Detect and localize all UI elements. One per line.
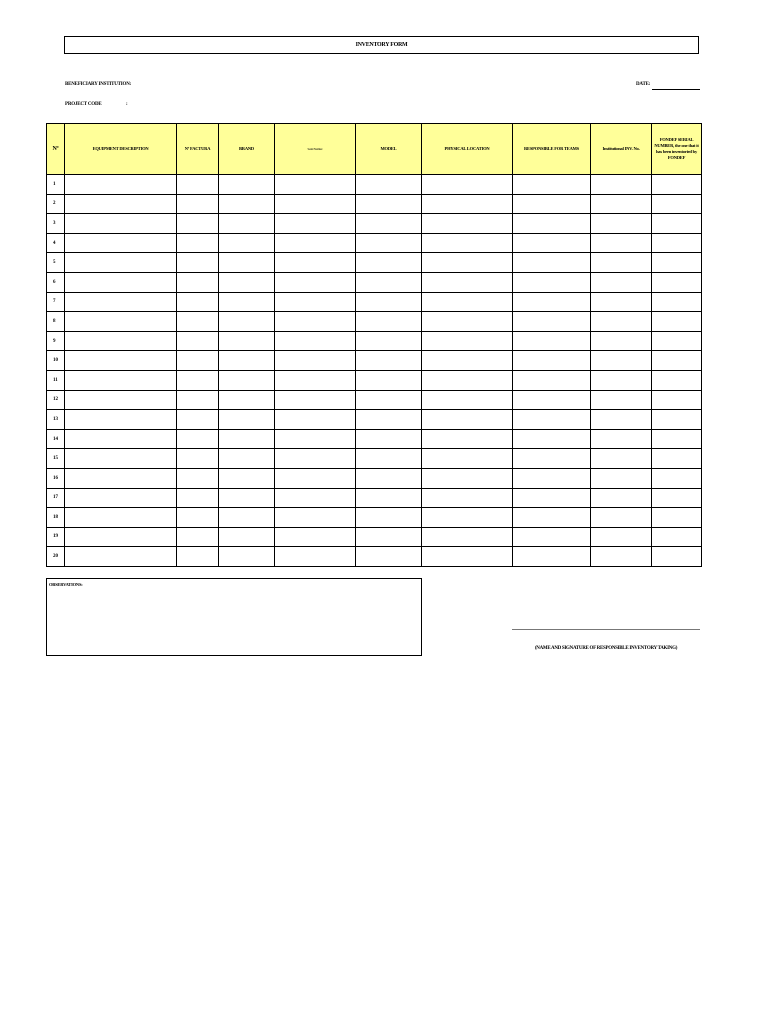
table-cell[interactable] xyxy=(513,351,591,371)
table-cell[interactable] xyxy=(219,312,275,332)
table-cell[interactable] xyxy=(422,272,513,292)
table-cell[interactable] xyxy=(422,449,513,469)
table-cell[interactable] xyxy=(219,547,275,567)
table-cell[interactable] xyxy=(275,312,356,332)
table-row xyxy=(47,410,702,430)
table-cell[interactable] xyxy=(591,175,652,195)
table-cell[interactable] xyxy=(591,312,652,332)
table-cell[interactable] xyxy=(275,292,356,312)
table-cell[interactable] xyxy=(219,429,275,449)
table-cell[interactable] xyxy=(356,390,422,410)
table-cell[interactable] xyxy=(652,508,702,528)
form-title xyxy=(64,36,699,54)
table-cell[interactable] xyxy=(219,214,275,234)
table-cell[interactable] xyxy=(652,527,702,547)
table-cell[interactable] xyxy=(275,351,356,371)
table-row xyxy=(47,527,702,547)
table-cell[interactable] xyxy=(275,272,356,292)
table-cell[interactable] xyxy=(422,292,513,312)
table-cell[interactable] xyxy=(219,468,275,488)
table-cell[interactable] xyxy=(356,488,422,508)
row-number: 17 xyxy=(47,488,65,508)
table-cell[interactable] xyxy=(356,272,422,292)
table-cell[interactable] xyxy=(65,410,177,430)
row-number: 3 xyxy=(47,214,65,234)
table-cell[interactable] xyxy=(652,410,702,430)
table-cell[interactable] xyxy=(65,508,177,528)
beneficiary-institution-label: BENEFICIARY INSTITUTION: xyxy=(65,82,132,87)
table-row xyxy=(47,370,702,390)
table-cell[interactable] xyxy=(356,331,422,351)
table-cell[interactable] xyxy=(65,194,177,214)
table-cell[interactable] xyxy=(591,233,652,253)
table-cell[interactable] xyxy=(65,449,177,469)
table-cell[interactable] xyxy=(275,410,356,430)
table-cell[interactable] xyxy=(591,547,652,567)
project-code-label: PROJECT CODE xyxy=(65,102,102,107)
row-number: 9 xyxy=(47,331,65,351)
observations-box[interactable] xyxy=(46,578,422,656)
col-header-fondef-serial-number: FONDEF SERIAL NUMBER, the one that it has been inventoried by FONDEF xyxy=(652,124,702,175)
table-cell[interactable] xyxy=(177,527,219,547)
table-cell[interactable] xyxy=(652,233,702,253)
table-cell[interactable] xyxy=(275,214,356,234)
table-cell[interactable] xyxy=(652,292,702,312)
table-row xyxy=(47,331,702,351)
table-row xyxy=(47,253,702,273)
col-header-factura: Nº FACTURA xyxy=(177,124,219,175)
row-number: 13 xyxy=(47,410,65,430)
table-cell[interactable] xyxy=(177,272,219,292)
table-cell[interactable] xyxy=(422,194,513,214)
table-cell[interactable] xyxy=(275,370,356,390)
table-cell[interactable] xyxy=(356,292,422,312)
table-cell[interactable] xyxy=(422,233,513,253)
table-cell[interactable] xyxy=(652,331,702,351)
table-cell[interactable] xyxy=(591,272,652,292)
table-cell[interactable] xyxy=(513,272,591,292)
table-cell[interactable] xyxy=(591,253,652,273)
row-number: 7 xyxy=(47,292,65,312)
table-row xyxy=(47,312,702,332)
row-number: 19 xyxy=(47,527,65,547)
table-row xyxy=(47,508,702,528)
table-cell[interactable] xyxy=(513,488,591,508)
table-cell[interactable] xyxy=(275,331,356,351)
table-cell[interactable] xyxy=(65,214,177,234)
table-row xyxy=(47,429,702,449)
row-number: 1 xyxy=(47,175,65,195)
table-row xyxy=(47,390,702,410)
table-cell[interactable] xyxy=(513,233,591,253)
table-row xyxy=(47,449,702,469)
table-cell[interactable] xyxy=(513,410,591,430)
table-cell[interactable] xyxy=(513,390,591,410)
table-cell[interactable] xyxy=(652,272,702,292)
table-cell[interactable] xyxy=(652,468,702,488)
table-cell[interactable] xyxy=(513,508,591,528)
project-code-colon: : xyxy=(126,102,128,107)
table-cell[interactable] xyxy=(219,488,275,508)
signature-line xyxy=(512,629,700,630)
table-cell[interactable] xyxy=(65,331,177,351)
table-cell[interactable] xyxy=(513,292,591,312)
table-cell[interactable] xyxy=(513,468,591,488)
table-cell[interactable] xyxy=(219,351,275,371)
table-cell[interactable] xyxy=(65,527,177,547)
table-cell[interactable] xyxy=(65,312,177,332)
table-cell[interactable] xyxy=(177,508,219,528)
table-cell[interactable] xyxy=(275,390,356,410)
table-cell[interactable] xyxy=(65,175,177,195)
table-cell[interactable] xyxy=(422,214,513,234)
table-cell[interactable] xyxy=(65,351,177,371)
table-cell[interactable] xyxy=(513,175,591,195)
row-number: 8 xyxy=(47,312,65,332)
table-cell[interactable] xyxy=(177,233,219,253)
table-cell[interactable] xyxy=(652,194,702,214)
table-cell[interactable] xyxy=(275,194,356,214)
date-label: DATE: xyxy=(636,82,651,87)
table-cell[interactable] xyxy=(422,312,513,332)
table-cell[interactable] xyxy=(422,331,513,351)
table-cell[interactable] xyxy=(422,410,513,430)
col-header-physical-location: PHYSICAL LOCATION xyxy=(422,124,513,175)
table-cell[interactable] xyxy=(513,253,591,273)
table-cell[interactable] xyxy=(652,351,702,371)
col-header-responsible-for-teams: RESPONSIBLE FOR TEAMS xyxy=(513,124,591,175)
table-cell[interactable] xyxy=(65,233,177,253)
table-cell[interactable] xyxy=(591,390,652,410)
table-cell[interactable] xyxy=(356,527,422,547)
table-cell[interactable] xyxy=(275,508,356,528)
table-cell[interactable] xyxy=(65,547,177,567)
table-cell[interactable] xyxy=(219,449,275,469)
table-cell[interactable] xyxy=(177,312,219,332)
table-cell[interactable] xyxy=(513,370,591,390)
table-cell[interactable] xyxy=(275,468,356,488)
col-header-equipment-description: EQUIPMENT DESCRIPTION xyxy=(65,124,177,175)
table-cell[interactable] xyxy=(652,488,702,508)
table-cell[interactable] xyxy=(422,429,513,449)
table-cell[interactable] xyxy=(422,527,513,547)
row-number: 4 xyxy=(47,233,65,253)
table-cell[interactable] xyxy=(652,429,702,449)
table-row xyxy=(47,233,702,253)
table-cell[interactable] xyxy=(591,488,652,508)
col-header-brand: BRAND xyxy=(219,124,275,175)
table-cell[interactable] xyxy=(177,449,219,469)
table-cell[interactable] xyxy=(177,429,219,449)
table-cell[interactable] xyxy=(65,370,177,390)
table-cell[interactable] xyxy=(422,175,513,195)
table-cell[interactable] xyxy=(591,410,652,430)
table-cell[interactable] xyxy=(591,449,652,469)
table-cell[interactable] xyxy=(513,214,591,234)
table-cell[interactable] xyxy=(422,488,513,508)
table-cell[interactable] xyxy=(513,547,591,567)
table-cell[interactable] xyxy=(65,253,177,273)
table-row xyxy=(47,547,702,567)
table-cell[interactable] xyxy=(275,175,356,195)
table-row xyxy=(47,214,702,234)
row-number: 16 xyxy=(47,468,65,488)
table-cell[interactable] xyxy=(219,390,275,410)
row-number: 12 xyxy=(47,390,65,410)
table-cell[interactable] xyxy=(356,449,422,469)
table-cell[interactable] xyxy=(65,390,177,410)
table-cell[interactable] xyxy=(356,351,422,371)
table-cell[interactable] xyxy=(652,370,702,390)
table-cell[interactable] xyxy=(356,253,422,273)
table-cell[interactable] xyxy=(275,233,356,253)
table-cell[interactable] xyxy=(422,468,513,488)
col-header-number: Nº xyxy=(47,124,65,175)
table-cell[interactable] xyxy=(356,370,422,390)
table-cell[interactable] xyxy=(652,175,702,195)
table-row xyxy=(47,351,702,371)
table-cell[interactable] xyxy=(356,194,422,214)
row-number: 14 xyxy=(47,429,65,449)
table-cell[interactable] xyxy=(513,312,591,332)
table-cell[interactable] xyxy=(275,527,356,547)
inventory-table xyxy=(46,123,702,567)
table-cell[interactable] xyxy=(356,410,422,430)
table-cell[interactable] xyxy=(275,547,356,567)
table-cell[interactable] xyxy=(422,370,513,390)
table-cell[interactable] xyxy=(275,429,356,449)
table-cell[interactable] xyxy=(219,508,275,528)
table-cell[interactable] xyxy=(177,468,219,488)
table-cell[interactable] xyxy=(591,331,652,351)
table-cell[interactable] xyxy=(422,351,513,371)
table-cell[interactable] xyxy=(177,351,219,371)
table-cell[interactable] xyxy=(652,390,702,410)
table-cell[interactable] xyxy=(275,488,356,508)
table-row xyxy=(47,194,702,214)
table-cell[interactable] xyxy=(219,527,275,547)
table-row xyxy=(47,292,702,312)
table-cell[interactable] xyxy=(356,214,422,234)
table-cell[interactable] xyxy=(275,253,356,273)
table-cell[interactable] xyxy=(356,429,422,449)
table-cell[interactable] xyxy=(219,410,275,430)
table-cell[interactable] xyxy=(177,370,219,390)
table-cell[interactable] xyxy=(177,214,219,234)
table-header-row xyxy=(47,124,702,175)
table-cell[interactable] xyxy=(177,253,219,273)
table-cell[interactable] xyxy=(219,253,275,273)
table-cell[interactable] xyxy=(652,312,702,332)
table-cell[interactable] xyxy=(513,429,591,449)
table-cell[interactable] xyxy=(652,253,702,273)
form-title-text: INVENTORY FORM xyxy=(355,42,408,48)
table-cell[interactable] xyxy=(219,175,275,195)
table-row xyxy=(47,488,702,508)
table-cell[interactable] xyxy=(177,331,219,351)
table-cell[interactable] xyxy=(591,468,652,488)
table-cell[interactable] xyxy=(422,253,513,273)
table-cell[interactable] xyxy=(177,292,219,312)
date-field-line[interactable] xyxy=(652,89,700,90)
table-cell[interactable] xyxy=(177,547,219,567)
table-row xyxy=(47,468,702,488)
table-cell[interactable] xyxy=(513,449,591,469)
table-cell[interactable] xyxy=(591,508,652,528)
col-header-institutional-inv-no: Institutional INV. No. xyxy=(591,124,652,175)
table-cell[interactable] xyxy=(591,527,652,547)
signature-label: (NAME AND SIGNATURE OF RESPONSIBLE INVENTORY TAKING) xyxy=(534,646,678,651)
table-cell[interactable] xyxy=(219,272,275,292)
table-cell[interactable] xyxy=(591,429,652,449)
row-number: 20 xyxy=(47,547,65,567)
table-cell[interactable] xyxy=(219,370,275,390)
table-cell[interactable] xyxy=(177,390,219,410)
table-cell[interactable] xyxy=(652,214,702,234)
table-cell[interactable] xyxy=(219,194,275,214)
table-cell[interactable] xyxy=(275,449,356,469)
table-cell[interactable] xyxy=(177,175,219,195)
row-number: 2 xyxy=(47,194,65,214)
table-cell[interactable] xyxy=(422,390,513,410)
row-number: 15 xyxy=(47,449,65,469)
table-cell[interactable] xyxy=(422,547,513,567)
table-cell[interactable] xyxy=(356,547,422,567)
row-number: 18 xyxy=(47,508,65,528)
row-number: 5 xyxy=(47,253,65,273)
table-cell[interactable] xyxy=(356,312,422,332)
observations-label: OBSERVATIONS: xyxy=(49,582,83,587)
row-number: 10 xyxy=(47,351,65,371)
table-cell[interactable] xyxy=(513,194,591,214)
table-cell[interactable] xyxy=(513,527,591,547)
table-cell[interactable] xyxy=(177,194,219,214)
table-cell[interactable] xyxy=(513,331,591,351)
table-cell[interactable] xyxy=(219,233,275,253)
table-cell[interactable] xyxy=(356,508,422,528)
table-cell[interactable] xyxy=(591,351,652,371)
row-number: 6 xyxy=(47,272,65,292)
table-cell[interactable] xyxy=(356,468,422,488)
table-cell[interactable] xyxy=(65,292,177,312)
table-cell[interactable] xyxy=(65,272,177,292)
table-row xyxy=(47,272,702,292)
table-cell[interactable] xyxy=(177,488,219,508)
table-cell[interactable] xyxy=(591,214,652,234)
table-cell[interactable] xyxy=(356,233,422,253)
table-cell[interactable] xyxy=(422,508,513,528)
table-cell[interactable] xyxy=(65,488,177,508)
table-cell[interactable] xyxy=(591,370,652,390)
table-cell[interactable] xyxy=(65,429,177,449)
table-cell[interactable] xyxy=(65,468,177,488)
col-header-model: MODEL xyxy=(356,124,422,175)
table-cell[interactable] xyxy=(652,449,702,469)
table-cell[interactable] xyxy=(591,194,652,214)
table-cell[interactable] xyxy=(219,331,275,351)
table-cell[interactable] xyxy=(356,175,422,195)
col-header-serial-number: Serial Number xyxy=(275,124,356,175)
table-cell[interactable] xyxy=(652,547,702,567)
row-number: 11 xyxy=(47,370,65,390)
table-row xyxy=(47,175,702,195)
table-cell[interactable] xyxy=(591,292,652,312)
table-cell[interactable] xyxy=(219,292,275,312)
table-cell[interactable] xyxy=(177,410,219,430)
